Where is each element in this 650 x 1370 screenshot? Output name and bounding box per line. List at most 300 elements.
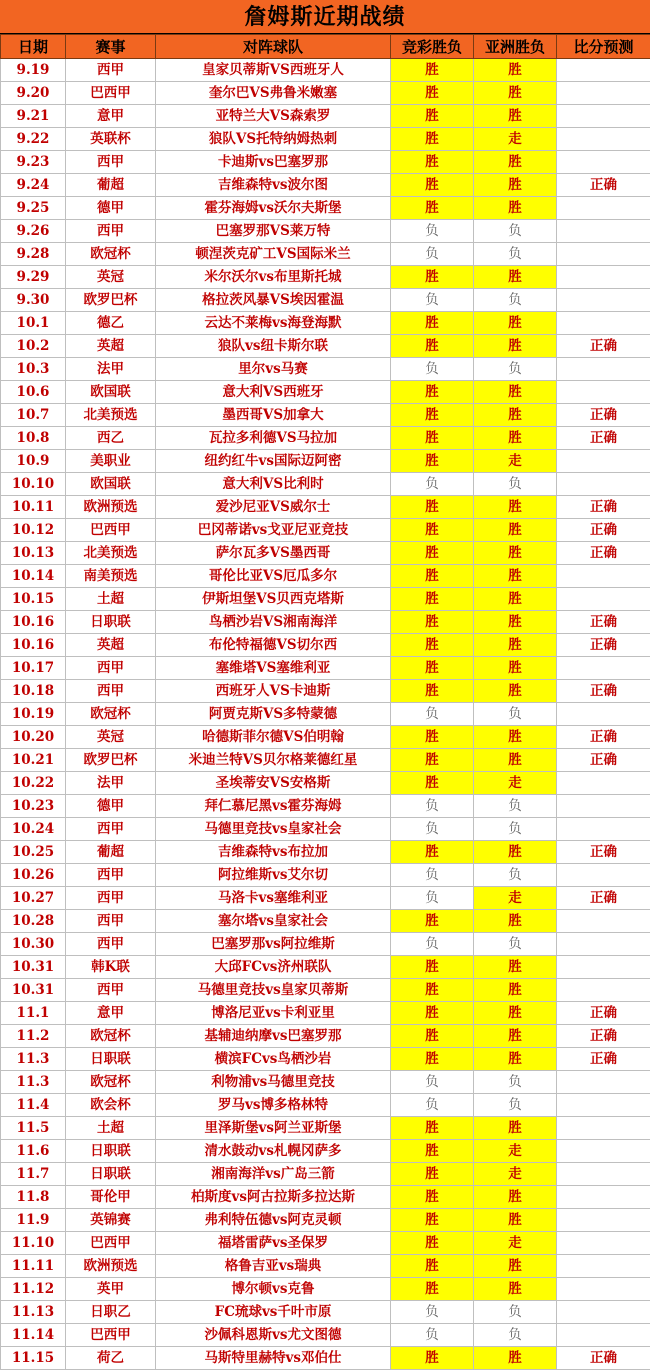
cell-date: 10.28 [1, 910, 66, 933]
cell-league: 西甲 [66, 151, 156, 174]
cell-score-prediction: 正确 [557, 335, 650, 358]
table-row [1, 105, 650, 128]
cell-league: 欧冠杯 [66, 703, 156, 726]
cell-date: 10.16 [1, 634, 66, 657]
cell-jc-result: 负 [391, 473, 474, 496]
cell-jc-result: 胜 [391, 772, 474, 795]
cell-league: 日职联 [66, 611, 156, 634]
cell-date: 10.13 [1, 542, 66, 565]
cell-score-prediction [557, 1094, 650, 1117]
cell-score-prediction [557, 1117, 650, 1140]
cell-league: 欧罗巴杯 [66, 749, 156, 772]
table-row [1, 864, 650, 887]
cell-asia-result: 胜 [474, 565, 557, 588]
cell-asia-result: 负 [474, 1324, 557, 1347]
cell-date: 10.31 [1, 956, 66, 979]
cell-date: 11.5 [1, 1117, 66, 1140]
cell-date: 11.3 [1, 1048, 66, 1071]
cell-league: 欧洲预选 [66, 1255, 156, 1278]
cell-score-prediction [557, 450, 650, 473]
cell-date: 10.18 [1, 680, 66, 703]
cell-jc-result: 负 [391, 795, 474, 818]
cell-asia-result: 走 [474, 1232, 557, 1255]
cell-asia-result: 胜 [474, 542, 557, 565]
cell-jc-result: 负 [391, 933, 474, 956]
cell-date: 10.15 [1, 588, 66, 611]
cell-jc-result: 胜 [391, 381, 474, 404]
cell-asia-result: 胜 [474, 1209, 557, 1232]
cell-asia-result: 胜 [474, 611, 557, 634]
cell-match: 意大利VS比利时 [156, 473, 391, 496]
cell-league: 巴西甲 [66, 82, 156, 105]
cell-score-prediction [557, 1209, 650, 1232]
cell-jc-result: 胜 [391, 450, 474, 473]
cell-jc-result: 胜 [391, 1186, 474, 1209]
cell-jc-result: 胜 [391, 1002, 474, 1025]
cell-score-prediction [557, 933, 650, 956]
cell-date: 9.25 [1, 197, 66, 220]
cell-jc-result: 胜 [391, 565, 474, 588]
cell-match: 格拉茨风暴VS埃因霍温 [156, 289, 391, 312]
cell-score-prediction [557, 864, 650, 887]
cell-league: 葡超 [66, 174, 156, 197]
cell-jc-result: 胜 [391, 910, 474, 933]
cell-match: 马洛卡vs塞维利亚 [156, 887, 391, 910]
table-row [1, 841, 650, 864]
cell-score-prediction: 正确 [557, 634, 650, 657]
cell-match: 瓦拉多利德VS马拉加 [156, 427, 391, 450]
cell-date: 11.13 [1, 1301, 66, 1324]
cell-match: 米尔沃尔vs布里斯托城 [156, 266, 391, 289]
cell-league: 西乙 [66, 427, 156, 450]
cell-match: 阿拉维斯vs艾尔切 [156, 864, 391, 887]
cell-match: 博洛尼亚vs卡利亚里 [156, 1002, 391, 1025]
cell-asia-result: 胜 [474, 335, 557, 358]
cell-score-prediction [557, 703, 650, 726]
cell-asia-result: 走 [474, 1140, 557, 1163]
cell-match: 米迪兰特VS贝尔格莱德红星 [156, 749, 391, 772]
cell-jc-result: 胜 [391, 151, 474, 174]
cell-league: 土超 [66, 1117, 156, 1140]
cell-date: 11.15 [1, 1347, 66, 1370]
cell-date: 10.26 [1, 864, 66, 887]
cell-date: 9.23 [1, 151, 66, 174]
cell-score-prediction: 正确 [557, 542, 650, 565]
cell-league: 葡超 [66, 841, 156, 864]
cell-date: 10.16 [1, 611, 66, 634]
cell-date: 11.6 [1, 1140, 66, 1163]
cell-score-prediction: 正确 [557, 1347, 650, 1370]
cell-match: 布伦特福德VS切尔西 [156, 634, 391, 657]
cell-league: 巴西甲 [66, 1232, 156, 1255]
cell-asia-result: 负 [474, 864, 557, 887]
cell-score-prediction [557, 1255, 650, 1278]
cell-asia-result: 胜 [474, 956, 557, 979]
cell-asia-result: 胜 [474, 1117, 557, 1140]
cell-league: 英冠 [66, 726, 156, 749]
cell-score-prediction [557, 979, 650, 1002]
cell-date: 11.9 [1, 1209, 66, 1232]
cell-jc-result: 胜 [391, 657, 474, 680]
cell-league: 日职联 [66, 1048, 156, 1071]
table-row [1, 358, 650, 381]
cell-league: 英超 [66, 634, 156, 657]
cell-asia-result: 胜 [474, 427, 557, 450]
cell-asia-result: 胜 [474, 1278, 557, 1301]
cell-date: 11.2 [1, 1025, 66, 1048]
table-row [1, 220, 650, 243]
cell-date: 10.23 [1, 795, 66, 818]
cell-date: 10.24 [1, 818, 66, 841]
cell-jc-result: 负 [391, 1071, 474, 1094]
cell-date: 10.7 [1, 404, 66, 427]
table-row [1, 197, 650, 220]
cell-asia-result: 胜 [474, 151, 557, 174]
header-match: 对阵球队 [156, 35, 391, 59]
table-row [1, 289, 650, 312]
cell-jc-result: 胜 [391, 1163, 474, 1186]
cell-score-prediction [557, 312, 650, 335]
cell-league: 英甲 [66, 1278, 156, 1301]
table-row [1, 1048, 650, 1071]
table-row [1, 128, 650, 151]
table-row [1, 979, 650, 1002]
cell-jc-result: 负 [391, 243, 474, 266]
cell-league: 西甲 [66, 657, 156, 680]
cell-league: 意甲 [66, 1002, 156, 1025]
header-score-prediction: 比分预测 [557, 35, 650, 59]
cell-score-prediction [557, 266, 650, 289]
cell-jc-result: 负 [391, 358, 474, 381]
cell-jc-result: 负 [391, 1301, 474, 1324]
cell-asia-result: 负 [474, 1094, 557, 1117]
cell-jc-result: 胜 [391, 105, 474, 128]
cell-date: 10.6 [1, 381, 66, 404]
cell-score-prediction [557, 657, 650, 680]
cell-score-prediction [557, 59, 650, 82]
cell-jc-result: 胜 [391, 404, 474, 427]
cell-asia-result: 胜 [474, 841, 557, 864]
cell-asia-result: 走 [474, 1163, 557, 1186]
cell-date: 10.11 [1, 496, 66, 519]
table-row [1, 335, 650, 358]
cell-score-prediction: 正确 [557, 1002, 650, 1025]
table-row [1, 887, 650, 910]
table-row [1, 542, 650, 565]
cell-asia-result: 胜 [474, 266, 557, 289]
cell-score-prediction [557, 289, 650, 312]
cell-match: 博尔顿vs克鲁 [156, 1278, 391, 1301]
cell-score-prediction [557, 795, 650, 818]
cell-league: 西甲 [66, 864, 156, 887]
cell-jc-result: 负 [391, 1324, 474, 1347]
table-row [1, 1347, 650, 1370]
cell-score-prediction [557, 151, 650, 174]
cell-date: 10.2 [1, 335, 66, 358]
cell-match: 罗马vs博多格林特 [156, 1094, 391, 1117]
cell-match: 巴塞罗那vs阿拉维斯 [156, 933, 391, 956]
cell-asia-result: 胜 [474, 404, 557, 427]
cell-jc-result: 负 [391, 864, 474, 887]
cell-asia-result: 胜 [474, 312, 557, 335]
cell-score-prediction [557, 565, 650, 588]
cell-match: 马德里竞技vs皇家社会 [156, 818, 391, 841]
cell-asia-result: 负 [474, 220, 557, 243]
cell-date: 10.22 [1, 772, 66, 795]
cell-date: 10.17 [1, 657, 66, 680]
cell-asia-result: 胜 [474, 1025, 557, 1048]
cell-match: 塞尔塔vs皇家社会 [156, 910, 391, 933]
cell-asia-result: 负 [474, 289, 557, 312]
cell-match: 柏斯度vs阿古拉斯多拉达斯 [156, 1186, 391, 1209]
table-row [1, 1186, 650, 1209]
cell-jc-result: 胜 [391, 266, 474, 289]
cell-league: 英超 [66, 335, 156, 358]
cell-date: 11.1 [1, 1002, 66, 1025]
cell-league: 德乙 [66, 312, 156, 335]
cell-league: 巴西甲 [66, 519, 156, 542]
cell-score-prediction [557, 588, 650, 611]
cell-score-prediction [557, 956, 650, 979]
table-row [1, 588, 650, 611]
cell-match: 狼队VS托特纳姆热刺 [156, 128, 391, 151]
cell-asia-result: 负 [474, 703, 557, 726]
cell-score-prediction [557, 358, 650, 381]
cell-match: 拜仁慕尼黑vs霍芬海姆 [156, 795, 391, 818]
cell-date: 9.24 [1, 174, 66, 197]
table-row [1, 703, 650, 726]
table-row [1, 1025, 650, 1048]
cell-match: 湘南海洋vs广岛三箭 [156, 1163, 391, 1186]
cell-match: 马斯特里赫特vs邓伯仕 [156, 1347, 391, 1370]
table-row [1, 1163, 650, 1186]
cell-match: 塞维塔VS塞维利亚 [156, 657, 391, 680]
cell-match: 云达不莱梅vs海登海默 [156, 312, 391, 335]
table-row [1, 1301, 650, 1324]
cell-match: 吉维森特vs布拉加 [156, 841, 391, 864]
cell-league: 英冠 [66, 266, 156, 289]
table-row [1, 519, 650, 542]
cell-match: 大邱FCvs济州联队 [156, 956, 391, 979]
cell-date: 10.9 [1, 450, 66, 473]
cell-date: 10.31 [1, 979, 66, 1002]
cell-jc-result: 负 [391, 818, 474, 841]
cell-asia-result: 走 [474, 128, 557, 151]
cell-jc-result: 胜 [391, 1232, 474, 1255]
cell-league: 哥伦甲 [66, 1186, 156, 1209]
table-row [1, 680, 650, 703]
cell-asia-result: 胜 [474, 496, 557, 519]
cell-league: 欧冠杯 [66, 1071, 156, 1094]
cell-jc-result: 负 [391, 220, 474, 243]
table-row [1, 611, 650, 634]
table-row [1, 174, 650, 197]
page-title: 詹姆斯近期战绩 [0, 0, 650, 34]
cell-match: 墨西哥VS加拿大 [156, 404, 391, 427]
table-row [1, 772, 650, 795]
cell-score-prediction: 正确 [557, 841, 650, 864]
cell-score-prediction [557, 197, 650, 220]
table-row [1, 312, 650, 335]
cell-asia-result: 胜 [474, 588, 557, 611]
cell-match: 西班牙人VS卡迪斯 [156, 680, 391, 703]
table-row [1, 910, 650, 933]
cell-league: 西甲 [66, 59, 156, 82]
cell-jc-result: 胜 [391, 1140, 474, 1163]
cell-match: 巴塞罗那VS莱万特 [156, 220, 391, 243]
cell-jc-result: 胜 [391, 197, 474, 220]
cell-league: 西甲 [66, 887, 156, 910]
table-row [1, 818, 650, 841]
cell-jc-result: 胜 [391, 1255, 474, 1278]
cell-asia-result: 负 [474, 1071, 557, 1094]
cell-jc-result: 胜 [391, 634, 474, 657]
header-asia-result: 亚洲胜负 [474, 35, 557, 59]
cell-league: 日职联 [66, 1163, 156, 1186]
cell-jc-result: 胜 [391, 680, 474, 703]
cell-score-prediction [557, 772, 650, 795]
cell-date: 10.19 [1, 703, 66, 726]
cell-match: 霍芬海姆vs沃尔夫斯堡 [156, 197, 391, 220]
cell-score-prediction [557, 818, 650, 841]
cell-date: 10.8 [1, 427, 66, 450]
cell-match: 基辅迪纳摩vs巴塞罗那 [156, 1025, 391, 1048]
cell-league: 英锦赛 [66, 1209, 156, 1232]
cell-asia-result: 负 [474, 795, 557, 818]
cell-date: 11.10 [1, 1232, 66, 1255]
cell-date: 10.14 [1, 565, 66, 588]
cell-asia-result: 胜 [474, 749, 557, 772]
table-row [1, 657, 650, 680]
cell-date: 10.25 [1, 841, 66, 864]
cell-match: 亚特兰大VS森索罗 [156, 105, 391, 128]
cell-date: 10.3 [1, 358, 66, 381]
cell-date: 9.26 [1, 220, 66, 243]
cell-asia-result: 负 [474, 243, 557, 266]
cell-date: 9.20 [1, 82, 66, 105]
cell-league: 荷乙 [66, 1347, 156, 1370]
table-row [1, 1071, 650, 1094]
cell-score-prediction [557, 128, 650, 151]
cell-asia-result: 胜 [474, 381, 557, 404]
cell-league: 意甲 [66, 105, 156, 128]
cell-date: 11.8 [1, 1186, 66, 1209]
cell-match: 沙佩科恩斯vs尤文图德 [156, 1324, 391, 1347]
cell-match: 萨尔瓦多VS墨西哥 [156, 542, 391, 565]
cell-asia-result: 负 [474, 1301, 557, 1324]
cell-league: 欧国联 [66, 473, 156, 496]
cell-match: 里尔vs马赛 [156, 358, 391, 381]
cell-match: 吉维森特vs波尔图 [156, 174, 391, 197]
cell-match: 爱沙尼亚VS威尔士 [156, 496, 391, 519]
cell-asia-result: 胜 [474, 174, 557, 197]
cell-jc-result: 负 [391, 887, 474, 910]
cell-score-prediction: 正确 [557, 404, 650, 427]
cell-jc-result: 胜 [391, 956, 474, 979]
cell-score-prediction [557, 105, 650, 128]
cell-asia-result: 负 [474, 473, 557, 496]
cell-jc-result: 胜 [391, 979, 474, 1002]
table-row [1, 381, 650, 404]
cell-jc-result: 胜 [391, 335, 474, 358]
cell-match: 顿涅茨克矿工VS国际米兰 [156, 243, 391, 266]
cell-jc-result: 胜 [391, 588, 474, 611]
cell-date: 10.10 [1, 473, 66, 496]
cell-score-prediction [557, 1232, 650, 1255]
cell-league: 欧洲预选 [66, 496, 156, 519]
cell-jc-result: 胜 [391, 1209, 474, 1232]
cell-date: 10.12 [1, 519, 66, 542]
cell-league: 欧国联 [66, 381, 156, 404]
cell-score-prediction: 正确 [557, 680, 650, 703]
cell-jc-result: 胜 [391, 312, 474, 335]
cell-asia-result: 胜 [474, 1347, 557, 1370]
cell-date: 10.20 [1, 726, 66, 749]
cell-score-prediction: 正确 [557, 174, 650, 197]
cell-match: 哥伦比亚VS厄瓜多尔 [156, 565, 391, 588]
cell-date: 11.7 [1, 1163, 66, 1186]
cell-jc-result: 胜 [391, 174, 474, 197]
cell-match: 圣埃蒂安VS安格斯 [156, 772, 391, 795]
header-league: 赛事 [66, 35, 156, 59]
cell-date: 9.28 [1, 243, 66, 266]
cell-score-prediction [557, 243, 650, 266]
cell-asia-result: 胜 [474, 1002, 557, 1025]
cell-date: 11.11 [1, 1255, 66, 1278]
cell-score-prediction [557, 381, 650, 404]
cell-asia-result: 胜 [474, 726, 557, 749]
header-jc-result: 竞彩胜负 [391, 35, 474, 59]
cell-date: 9.29 [1, 266, 66, 289]
cell-league: 西甲 [66, 220, 156, 243]
cell-league: 欧冠杯 [66, 1025, 156, 1048]
cell-date: 9.30 [1, 289, 66, 312]
cell-asia-result: 走 [474, 450, 557, 473]
cell-score-prediction [557, 1301, 650, 1324]
cell-league: 欧冠杯 [66, 243, 156, 266]
cell-score-prediction: 正确 [557, 519, 650, 542]
table-row [1, 151, 650, 174]
cell-match: 意大利VS西班牙 [156, 381, 391, 404]
table-row [1, 427, 650, 450]
table-row [1, 1278, 650, 1301]
cell-match: 阿贾克斯VS多特蒙德 [156, 703, 391, 726]
cell-league: 美职业 [66, 450, 156, 473]
cell-score-prediction: 正确 [557, 611, 650, 634]
cell-asia-result: 胜 [474, 1186, 557, 1209]
table-row [1, 1094, 650, 1117]
cell-score-prediction [557, 82, 650, 105]
cell-jc-result: 负 [391, 289, 474, 312]
cell-league: 土超 [66, 588, 156, 611]
cell-jc-result: 胜 [391, 128, 474, 151]
cell-score-prediction: 正确 [557, 1048, 650, 1071]
cell-asia-result: 胜 [474, 657, 557, 680]
cell-date: 11.12 [1, 1278, 66, 1301]
cell-league: 北美预选 [66, 404, 156, 427]
cell-jc-result: 胜 [391, 542, 474, 565]
cell-league: 南美预选 [66, 565, 156, 588]
cell-jc-result: 胜 [391, 749, 474, 772]
cell-asia-result: 胜 [474, 59, 557, 82]
cell-asia-result: 负 [474, 818, 557, 841]
cell-jc-result: 胜 [391, 1347, 474, 1370]
cell-asia-result: 胜 [474, 105, 557, 128]
cell-jc-result: 负 [391, 703, 474, 726]
cell-date: 9.21 [1, 105, 66, 128]
cell-date: 10.21 [1, 749, 66, 772]
cell-score-prediction: 正确 [557, 1025, 650, 1048]
